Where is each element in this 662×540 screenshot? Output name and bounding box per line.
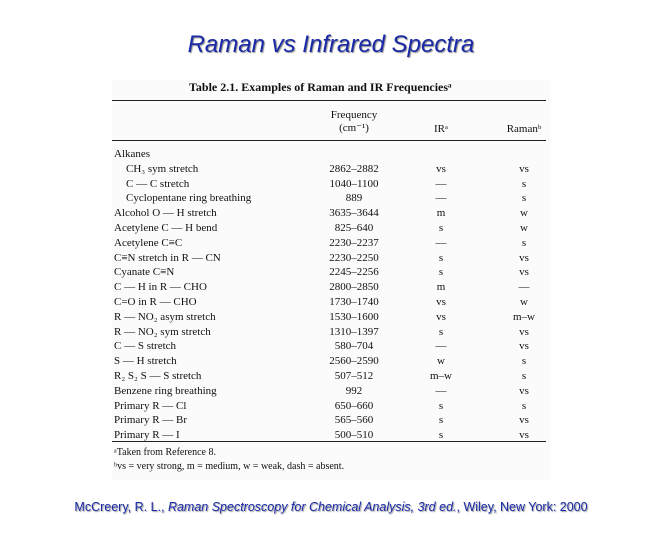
vibration-name-cell: C — S stretch [114,340,177,353]
table-row [112,162,550,177]
ir-intensity-cell: w [437,355,445,368]
table-row [112,251,550,266]
raman-intensity-cell: m–w [513,310,535,323]
vibration-name-cell: Alcohol O — H stretch [114,207,217,220]
table-row [112,236,550,251]
table-row [112,265,550,280]
ir-intensity-cell: s [438,251,444,264]
raman-intensity-cell: w [520,207,528,220]
table-row [112,177,550,192]
raman-intensity-cell: s [521,369,527,382]
frequency-cell: 2800–2850 [329,281,379,294]
ir-column-header: IRᵃ [433,123,448,135]
raman-intensity-cell: vs [519,266,529,279]
ir-intensity-cell: — [435,340,447,353]
table-row [112,191,550,206]
vibration-name-cell: Primary R — Cl [114,399,187,412]
table-row [112,339,550,354]
ir-intensity-cell: — [435,192,447,205]
table-row [112,399,550,414]
ir-intensity-cell: vs [436,310,446,323]
raman-intensity-cell: s [521,236,527,249]
frequency-cell: 650–660 [334,399,374,412]
vibration-name-cell: Acetylene C — H bend [114,221,218,234]
table-row [112,295,550,310]
ir-intensity-cell: m [436,207,446,220]
citation-publisher: , Wiley, New York: 2000 [456,500,588,514]
ir-intensity-cell: m [436,281,446,294]
table-caption: Table 2.1. Examples of Raman and IR Frequenciesᵃ [189,80,452,94]
table-bottom-rule [112,441,546,442]
raman-intensity-cell: w [520,295,528,308]
table-footnote-a: ᵃTaken from Reference 8. [114,447,216,458]
vibration-name-cell: Benzene ring breathing [114,384,217,397]
table-row [112,354,550,369]
raman-intensity-cell: w [520,221,528,234]
frequency-cell: 580–704 [334,340,374,353]
table-top-rule [112,100,546,101]
frequency-header-unit: (cm⁻¹) [339,122,369,134]
raman-intensity-cell: — [518,281,530,294]
vibration-name-cell: Primary R — I [114,429,180,442]
ir-intensity-cell: m–w [430,369,452,382]
citation [0,500,662,514]
vibration-name-cell: R₂ S₂ S — S stretch [114,369,202,382]
table-row [112,384,550,399]
vibration-name-cell: Cyanate C≡N [114,266,175,279]
frequency-cell: 2230–2250 [329,251,379,264]
raman-intensity-cell: vs [519,429,529,442]
table-row [112,221,550,236]
frequency-column-header [308,109,400,135]
slide-title: Raman vs Infrared Spectra [187,31,475,58]
table-row [112,369,550,384]
raman-intensity-cell: s [521,399,527,412]
ir-intensity-cell: s [438,325,444,338]
table-row [112,147,550,162]
scanned-table [112,80,550,480]
frequency-cell: 1040–1100 [329,177,379,190]
vibration-name-cell: C=O in R — CHO [114,295,197,308]
vibration-name-cell: Primary R — Br [114,414,188,427]
vibration-name-cell: C — C stretch [126,177,190,190]
vibration-name-cell: Acetylene C≡C [114,236,183,249]
vibration-name-cell: Cyclopentane ring breathing [126,192,252,205]
frequency-cell: 1730–1740 [329,295,379,308]
ir-intensity-cell: vs [436,295,446,308]
ir-intensity-cell: s [438,221,444,234]
vibration-name-cell: R — NO₂ sym stretch [114,325,211,338]
raman-intensity-cell: vs [519,414,529,427]
raman-intensity-cell: vs [519,162,529,175]
frequency-cell: 500–510 [334,429,374,442]
raman-intensity-cell: vs [519,325,529,338]
frequency-cell: 2230–2237 [329,236,379,249]
frequency-cell: 2862–2882 [329,162,379,175]
citation-author: McCreery, R. L., [74,500,168,514]
frequency-cell: 565–560 [334,414,374,427]
frequency-cell: 992 [345,384,363,397]
raman-intensity-cell: s [521,192,527,205]
vibration-name-cell: CH₃ sym stretch [126,162,199,175]
frequency-header-line1: Frequency [330,109,378,121]
ir-intensity-cell: s [438,429,444,442]
vibration-name-cell: Alkanes [114,148,151,160]
raman-intensity-cell: vs [519,340,529,353]
frequency-cell: 3635–3644 [329,207,379,220]
ir-intensity-cell: — [435,236,447,249]
frequency-cell: 2245–2256 [329,266,379,279]
vibration-name-cell: S — H stretch [114,355,177,368]
ir-intensity-cell: s [438,266,444,279]
raman-intensity-cell: s [521,355,527,368]
frequency-cell: 1310–1397 [329,325,379,338]
raman-intensity-cell: vs [519,251,529,264]
raman-column-header: Ramanᵇ [506,123,542,135]
ir-intensity-cell: s [438,399,444,412]
frequency-cell: 2560–2590 [329,355,379,368]
ir-intensity-cell: vs [436,162,446,175]
frequency-cell: 1530–1600 [329,310,379,323]
table-row [112,206,550,221]
citation-book-title: Raman Spectroscopy for Chemical Analysis, 3rd ed. [167,500,457,514]
table-row [112,413,550,428]
vibration-name-cell: C≡N stretch in R — CN [114,251,221,264]
table-row [112,325,550,340]
vibration-name-cell: R — NO₂ asym stretch [114,310,216,323]
frequency-cell: 507–512 [334,369,374,382]
ir-intensity-cell: — [435,384,447,397]
table-row [112,310,550,325]
table-footnote-b: ᵇvs = very strong, m = medium, w = weak, dash = absent. [114,461,345,472]
frequency-cell: 889 [345,192,363,205]
table-body [112,147,550,443]
frequency-cell: 825–640 [334,221,374,234]
table-header-rule [112,140,546,141]
table-row [112,280,550,295]
raman-intensity-cell: s [521,177,527,190]
raman-intensity-cell: vs [519,384,529,397]
vibration-name-cell: C — H in R — CHO [114,281,207,294]
ir-intensity-cell: s [438,414,444,427]
ir-intensity-cell: — [435,177,447,190]
